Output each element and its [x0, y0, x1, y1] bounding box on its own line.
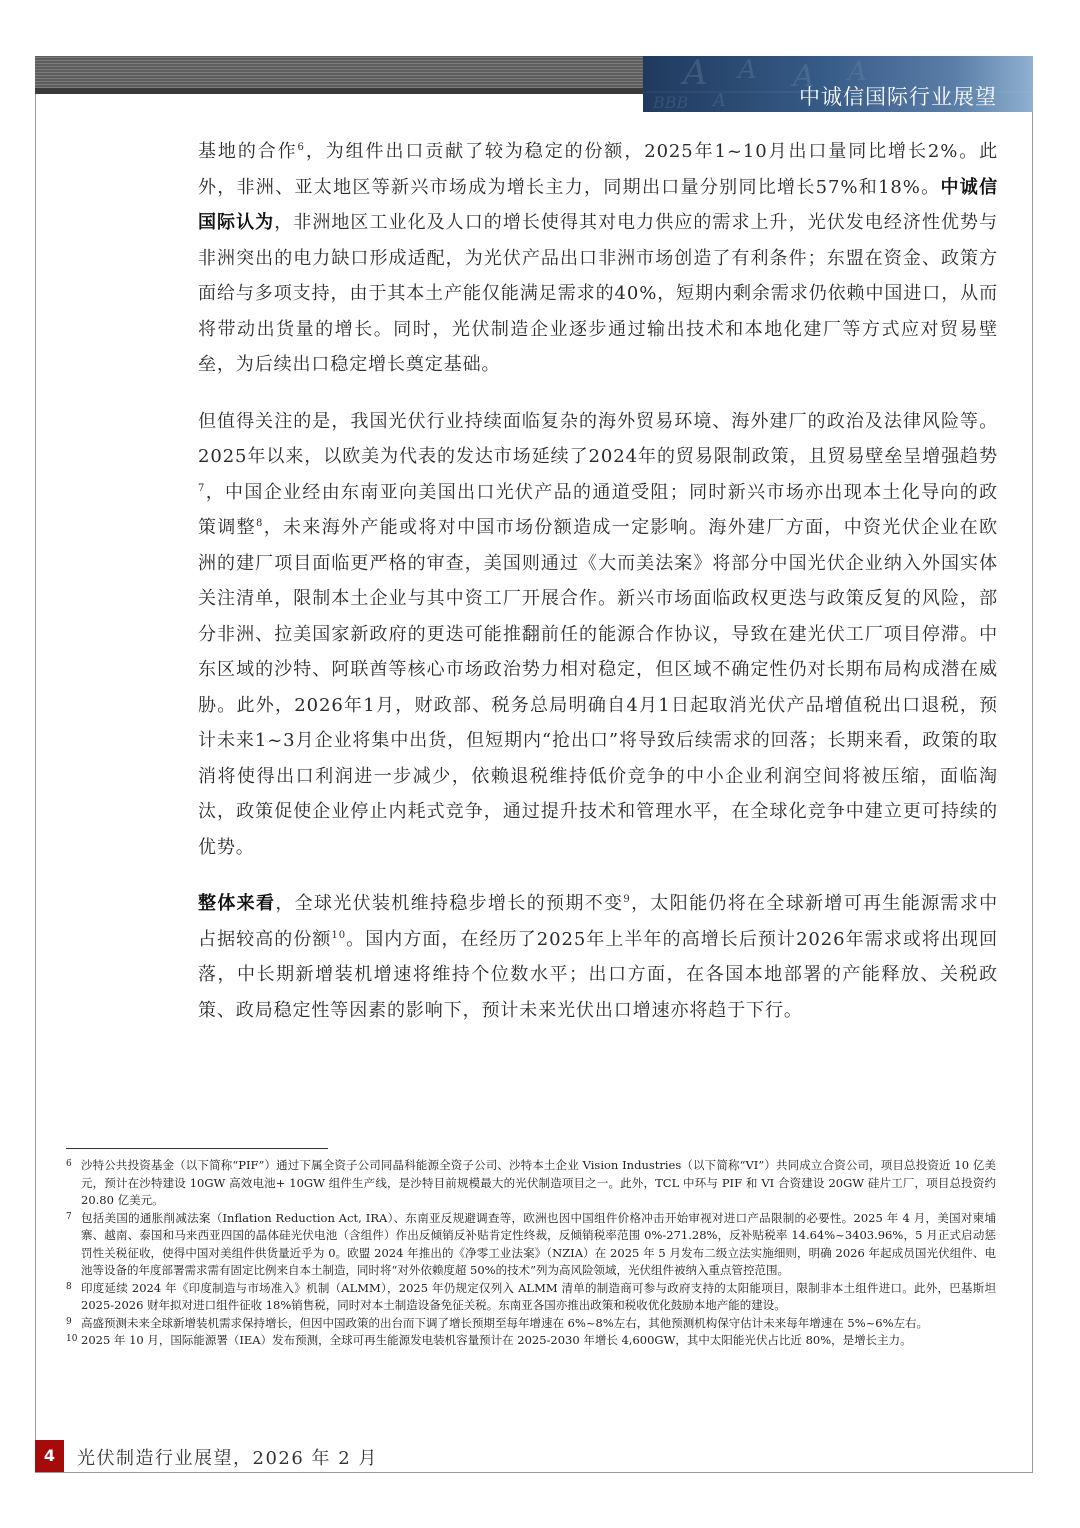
footnote-separator	[66, 1148, 328, 1149]
footnote-text: 印度延续 2024 年《印度制造与市场准入》机制（ALMM），2025 年仍规定仅列入 ALMM 清单的制造商可参与政府支持的太阳能项目，限制非本土组件进口。此外，巴基斯坦 2025-2026 财年拟对进口组件征收 18%销售税，同时对本土制造设备免征关税。东南亚各国亦推出政策和税收优化鼓励本地产能的建设。	[81, 1280, 996, 1312]
text-run: 基地的合作	[198, 141, 298, 162]
body-paragraph	[198, 404, 998, 866]
footnote-number: 10	[66, 1334, 78, 1344]
text-run: ，全球光伏装机维持稳步增长的预期不变	[275, 893, 624, 914]
footnote-text: 沙特公共投资基金（以下简称“PIF”）通过下属全资子公司同晶科能源全资子公司、沙特本土企业 Vision Industries（以下简称“VI”）共同成立合资公司，项目总投资近 10 亿美元，预计在沙特建设 10GW 高效电池+ 10GW 组件生产线，是沙特目前规模最大的光伏制造项目之一。此外，TCL 中环与 PIF 和 VI 合资建设 20GW 硅片工厂，项目总投资约 20.80 亿美元。	[81, 1158, 996, 1207]
svg-text:A: A	[848, 57, 867, 87]
footnote	[66, 1315, 996, 1333]
body-paragraph	[198, 886, 998, 1028]
text-run: 。国内方面，在经历了2025年上半年的高增长后预计2026年需求或将出现回落，中长期新增装机增速将维持个位数水平；出口方面，在各国本地部署的产能释放、关税政策、政局稳定性等因素的影响下，预计未来光伏出口增速亦将趋于下行。	[198, 928, 998, 1021]
bold-text: 整体来看	[198, 893, 276, 914]
footnote-ref: 10	[331, 929, 346, 941]
text-run: ，非洲地区工业化及人口的增长使得其对电力供应的需求上升，光伏发电经济性优势与非洲突出的电力缺口形成适配，为光伏产品出口非洲市场创造了有利条件；东盟在资金、政策方面给与多项支持，由于其本土产能仅能满足需求的40%，短期内剩余需求仍依赖中国进口，从而将带动出货量的增长。同时，光伏制造企业逐步通过输出技术和本地化建厂等方式应对贸易壁垒，为后续出口稳定增长奠定基础。	[198, 212, 998, 375]
footnote-ref: 8	[256, 518, 264, 529]
footer-text: 光伏制造行业展望，2026 年 2 月	[77, 1448, 378, 1469]
text-run: ，中国企业经由东南亚向美国出口光伏产品的通道受阻；同时新兴市场亦出现本土化导向的政策调整	[198, 481, 998, 538]
text-run: ，未来海外产能或将对中国市场份额造成一定影响。海外建厂方面，中资光伏企业在欧洲的建厂项目面临更严格的审查，美国则通过《大而美法案》将部分中国光伏企业纳入外国实体关注清单，限制本土企业与其中资工厂开展合作。新兴市场面临政权更迭与政策反复的风险，部分非洲、拉美国家新政府的更迭可能推翻前任的能源合作协议，导致在建光伏工厂项目停滞。中东区域的沙特、阿联酋等核心市场政治势力相对稳定，但区域不确定性仍对长期布局构成潜在威胁。此外，2026年1月，财政部、税务总局明确自4月1日起取消光伏产品增值税出口退税，预计未来1~3月企业将集中出货，但短期内“抢出口”将导致后续需求的回落；长期来看，政策的取消将使得出口利润进一步减少，依赖退税维持低价竞争的中小企业利润空间将被压缩，面临淘汰，政策促使企业停止内耗式竞争，通过提升技术和管理水平，在全球化竞争中建立更可持续的优势。	[198, 517, 999, 858]
svg-text:A: A	[738, 56, 757, 85]
header-title: 中诚信国际行业展望	[799, 85, 997, 109]
footnote-ref: 9	[623, 894, 631, 905]
svg-text:A: A	[713, 90, 726, 111]
header-band	[35, 56, 643, 88]
footnote-text: 高盛预测未来全球新增装机需求保持增长，但因中国政策的出台而下调了增长预期至每年增速在 6%~8%左右，其他预测机构保守估计未来每年增速在 5%~6%左右。	[81, 1315, 929, 1330]
footnote-text: 包括美国的通胀削减法案（Inflation Reduction Act, IRA）、东南亚反规避调查等，欧洲也因中国组件价格冲击开始审视对进口产品限制的必要性。2025 年 4 月，美国对柬埔寨、越南、泰国和马来西亚四国的晶体硅光伏电池（含组件）作出反倾销反补贴肯定性终裁，反倾销税率范围 0%-271.28%，反补贴税率 14.64%~3403.96%，5 月正式启动惩罚性关税征收，使得中国对美组件供货量近乎为 0。欧盟 2024 年推出的《净零工业法案》（NZIA）在 2025 年 5 月发布二级立法实施细则，明确 2026 年起成员国光伏组件、电池等设备的年度部署需求需有固定比例来自本土制造，同时将“对外依赖度超 50%的技术”列为高风险领域，光伏组件被纳入重点管控范围。	[81, 1210, 996, 1277]
page-footer	[35, 1440, 1033, 1473]
footnote	[66, 1210, 996, 1280]
body-paragraph	[198, 134, 998, 383]
page-number: 4	[35, 1440, 64, 1472]
text-run: ，为组件出口贡献了较为稳定的份额，2025年1~10月出口量同比增长2%。此外，非洲、亚太地区等新兴市场成为增长主力，同期出口量分别同比增长57%和18%。	[198, 141, 999, 198]
svg-text:A: A	[793, 59, 815, 94]
footnote-number: 8	[66, 1281, 72, 1292]
footnote-ref: 7	[198, 482, 206, 494]
footnotes	[66, 1157, 996, 1350]
header-banner	[643, 56, 1033, 112]
svg-text:A: A	[683, 56, 708, 93]
footnote-text: 2025 年 10 月，国际能源署（IEA）发布预测，全球可再生能源发电装机容量预计在 2025-2030 年增长 4,600GW，其中太阳能光伏占比近 80%，是增长主力。	[81, 1333, 912, 1347]
svg-text:BBB: BBB	[653, 93, 689, 112]
footnote	[66, 1332, 996, 1350]
text-run: ，太阳能仍将在全球新增可再生能源需求中占据较高的份额	[198, 893, 998, 950]
footnote	[66, 1280, 996, 1315]
footnote	[66, 1157, 996, 1210]
body-text	[198, 134, 998, 1049]
footnote-ref: 6	[297, 142, 305, 153]
header-band-dark	[35, 88, 643, 94]
footnote-number: 9	[66, 1316, 72, 1327]
text-run: 但值得关注的是，我国光伏行业持续面临复杂的海外贸易环境、海外建厂的政治及法律风险等。2025年以来，以欧美为代表的发达市场延续了2024年的贸易限制政策，且贸易壁垒呈增强趋势	[198, 410, 998, 467]
footnote-number: 7	[66, 1211, 72, 1222]
footnote-number: 6	[66, 1159, 72, 1169]
bold-text: 中诚信国际认为	[198, 176, 999, 233]
